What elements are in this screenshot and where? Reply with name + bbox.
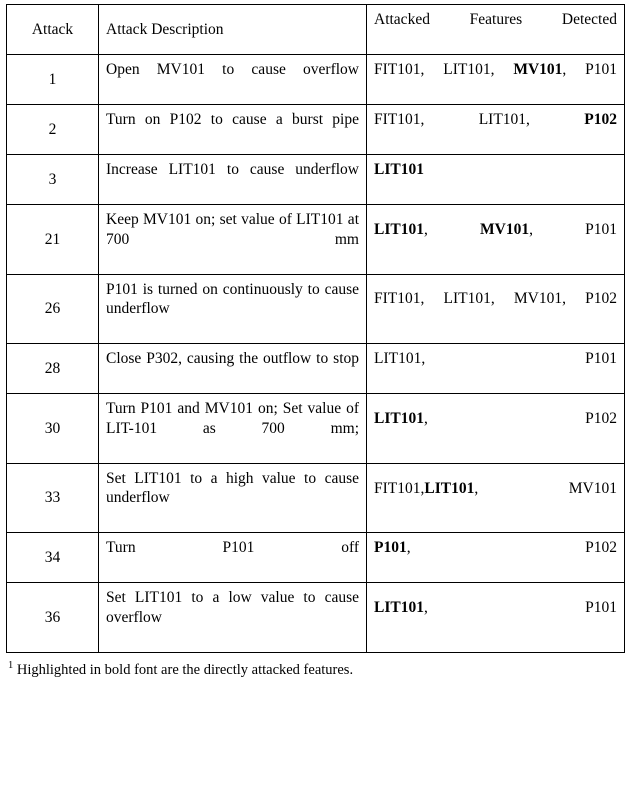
table-row: [7, 463, 625, 533]
table-row: [7, 155, 625, 205]
table-row: [7, 344, 625, 394]
column-header-features: Attacked Features Detected: [367, 5, 625, 55]
attack-description-cell: Keep MV101 on; set value of LIT101 at 700 mm: [99, 205, 367, 275]
table-row: [7, 55, 625, 105]
attacked-features-cell: LIT101, P102: [367, 394, 625, 464]
attack-id-cell: 3: [7, 155, 99, 205]
attacked-features-cell: FIT101, LIT101, MV101, P102: [367, 274, 625, 344]
attack-description-cell: Set LIT101 to a low value to cause overflow: [99, 583, 367, 653]
table-body: [7, 55, 625, 653]
attacked-features-cell: FIT101, LIT101, MV101, P101: [367, 55, 625, 105]
column-header-attack: Attack: [7, 5, 99, 55]
attack-description-cell: P101 is turned on continuously to cause underflow: [99, 274, 367, 344]
table-row: [7, 583, 625, 653]
attack-description-cell: Set LIT101 to a high value to cause underflow: [99, 463, 367, 533]
attack-id-cell: 28: [7, 344, 99, 394]
column-header-description: Attack Description: [99, 5, 367, 55]
attack-description-cell: Turn on P102 to cause a burst pipe: [99, 105, 367, 155]
table-row: [7, 274, 625, 344]
table-row: [7, 533, 625, 583]
attack-description-cell: Close P302, causing the outflow to stop: [99, 344, 367, 394]
attack-table: [6, 4, 625, 653]
attacked-features-cell: LIT101: [367, 155, 625, 205]
attack-id-cell: 2: [7, 105, 99, 155]
attack-id-cell: 30: [7, 394, 99, 464]
footnote-marker: 1: [8, 659, 14, 671]
table-row: [7, 205, 625, 275]
attacked-features-cell: LIT101, P101: [367, 583, 625, 653]
table-head: [7, 5, 625, 55]
attack-id-cell: 33: [7, 463, 99, 533]
attacked-features-cell: FIT101, LIT101, P102: [367, 105, 625, 155]
table-row: [7, 394, 625, 464]
attack-description-cell: Turn P101 and MV101 on; Set value of LIT-101 as 700 mm;: [99, 394, 367, 464]
attacked-features-cell: LIT101, P101: [367, 344, 625, 394]
attack-id-cell: 21: [7, 205, 99, 275]
table-header-row: [7, 5, 625, 55]
attack-description-cell: Turn P101 off: [99, 533, 367, 583]
attack-description-cell: Increase LIT101 to cause underflow: [99, 155, 367, 205]
attacked-features-cell: LIT101, MV101, P101: [367, 205, 625, 275]
attack-id-cell: 34: [7, 533, 99, 583]
table-row: [7, 105, 625, 155]
attack-description-cell: Open MV101 to cause overflow: [99, 55, 367, 105]
footnote: [6, 659, 624, 680]
attack-id-cell: 26: [7, 274, 99, 344]
attack-id-cell: 1: [7, 55, 99, 105]
attacked-features-cell: P101, P102: [367, 533, 625, 583]
footnote-text: Highlighted in bold font are the directly attacked features.: [16, 661, 354, 678]
attack-id-cell: 36: [7, 583, 99, 653]
attacked-features-cell: FIT101,LIT101, MV101: [367, 463, 625, 533]
